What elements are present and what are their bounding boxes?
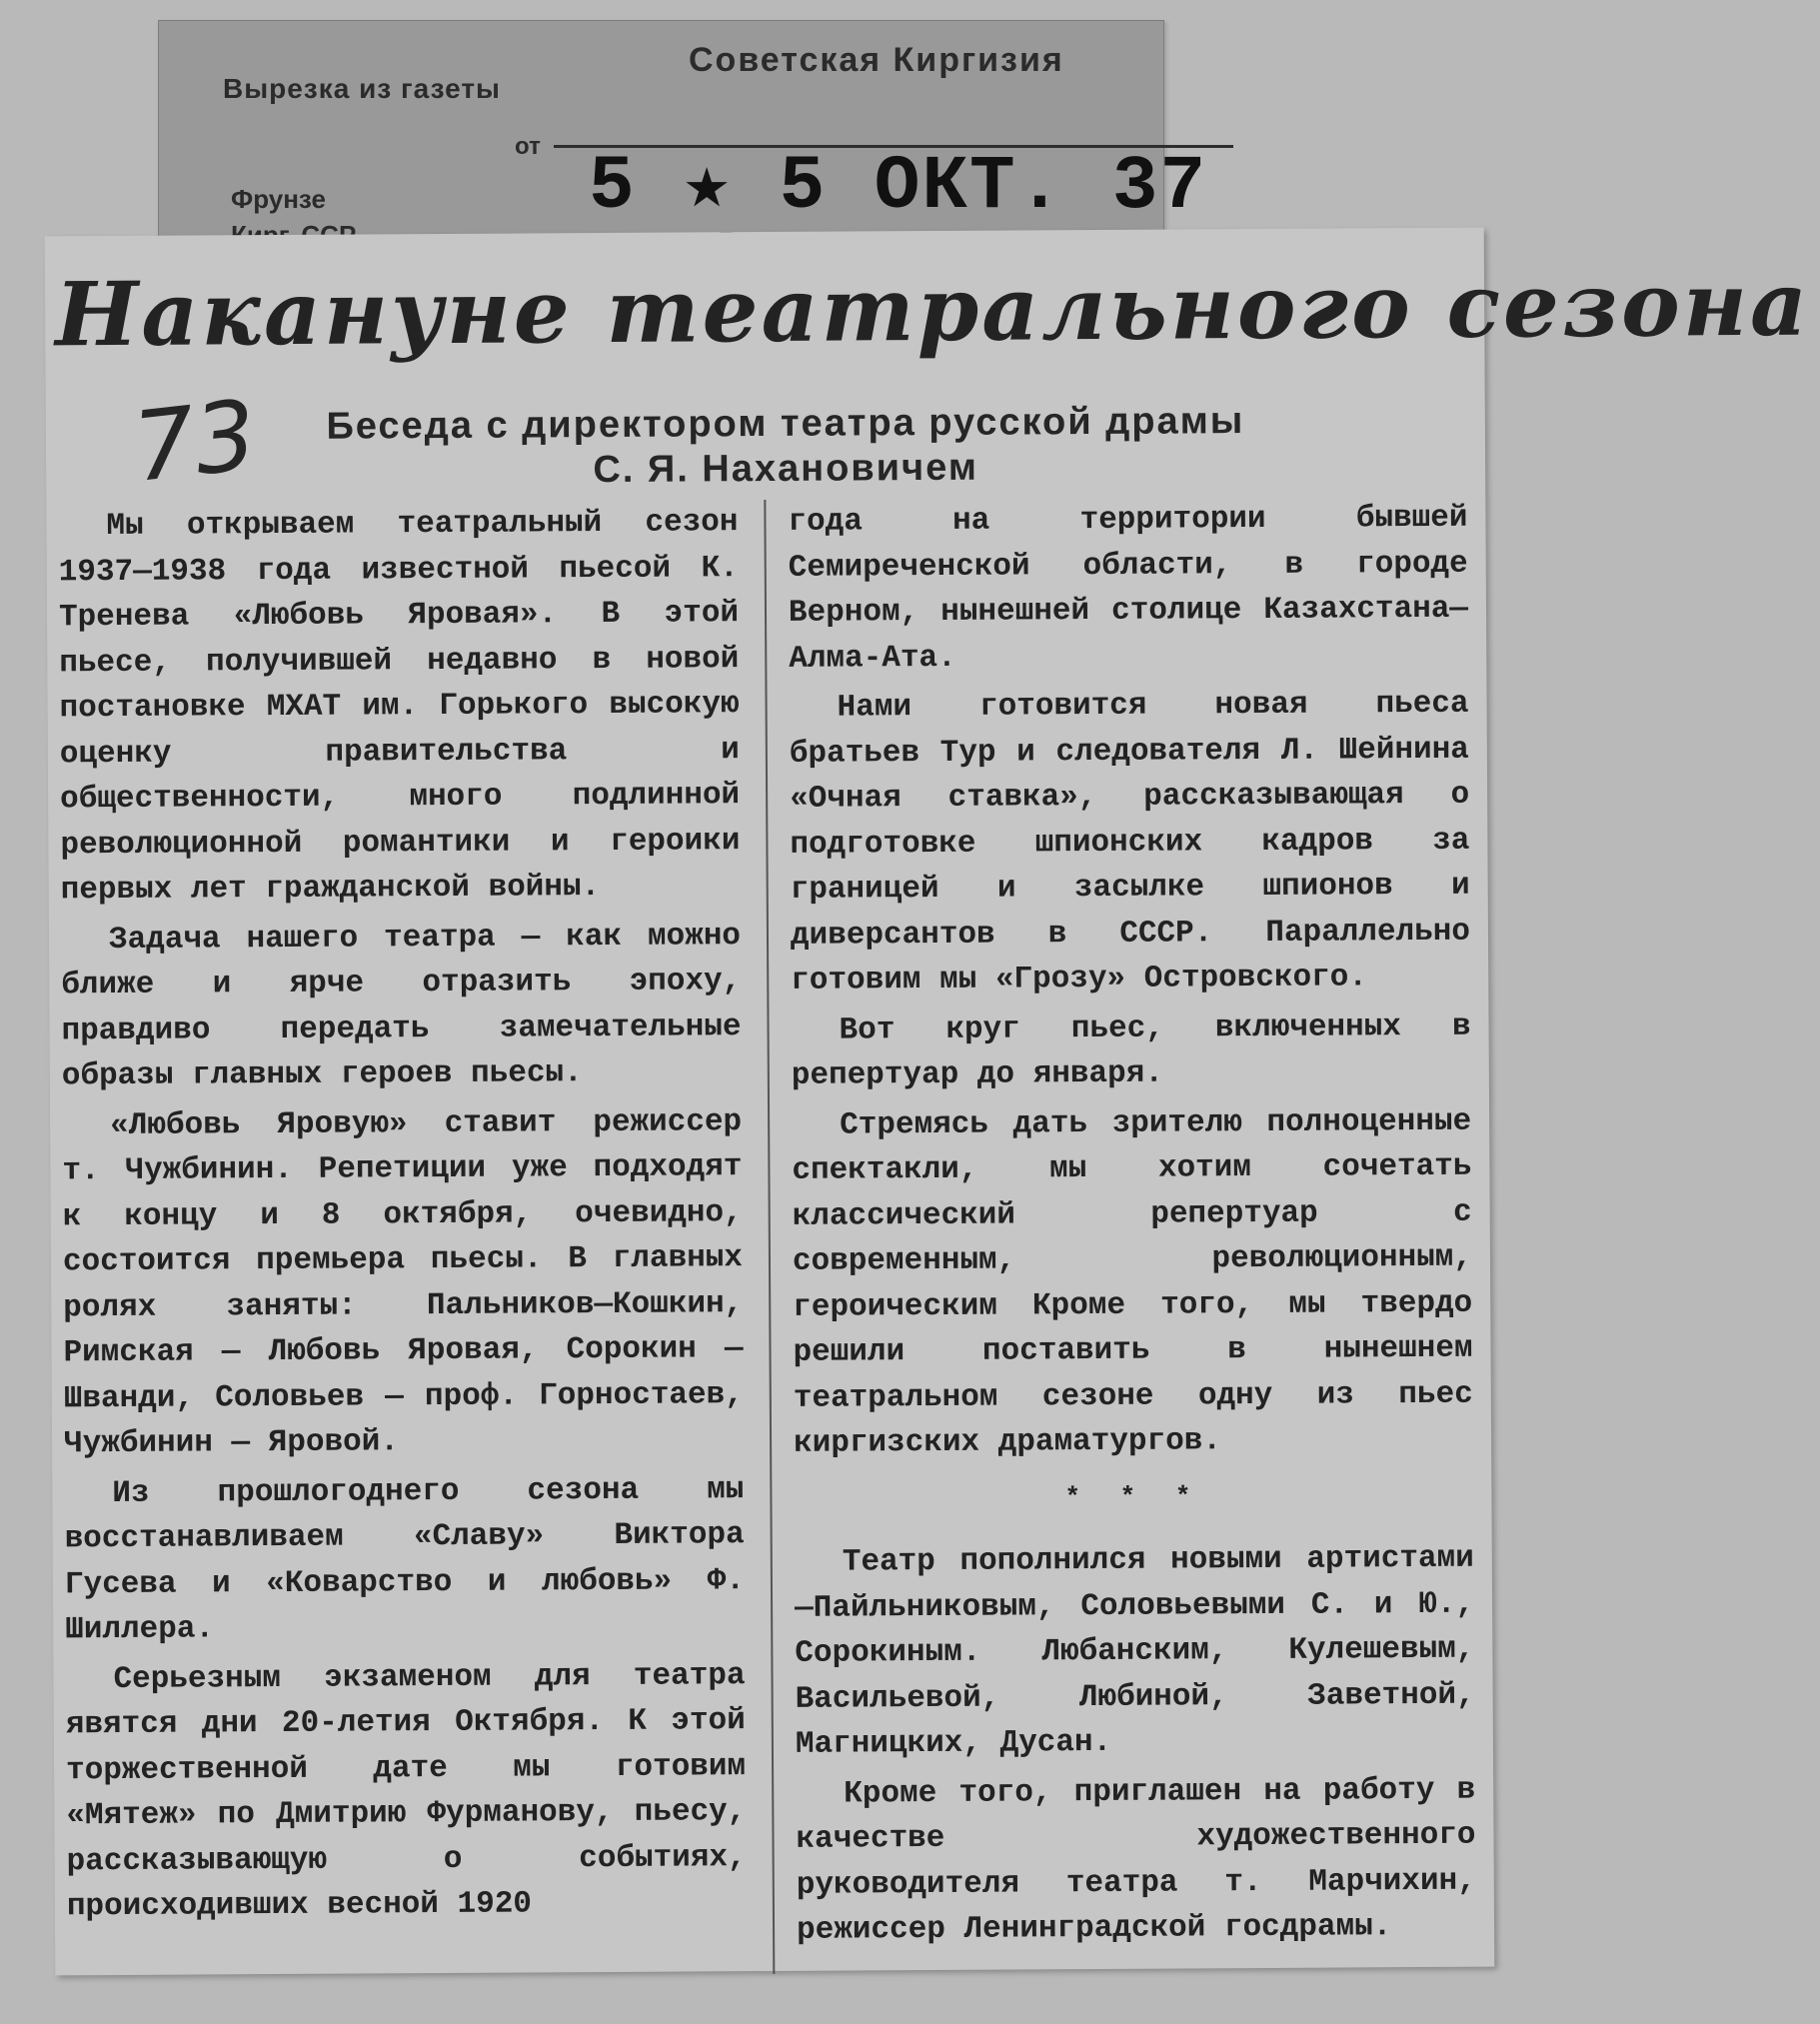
cutting-label-text: Вырезка из газеты (223, 73, 501, 104)
paragraph: Стремясь дать зрителю полноценные спектакли, мы хотим сочетать классический репертуар с современным, революционным, героическим Кроме того, мы твердо решили поставить в нынешнем театральном сезоне одну из пьес киргизских драматургов. (792, 1103, 1473, 1461)
paragraph: Задача нашего театра — как можно ближе и ярче отразить эпоху, правдиво передать замечательные образы главных героев пьесы. (61, 918, 742, 1094)
paragraph: Вот круг пьес, включенных в репертуар до января. (791, 1009, 1471, 1093)
paragraph: Серьезным экзаменом для театра явятся дни 20-летия Октября. К этой торжественной дате мы готовим «Мятеж» по Дмитрию Фурманову, пьесу, рассказывающую о событиях, происходивших весной 1920 (65, 1657, 747, 1925)
article-headline: Накануне театрального сезона (54, 251, 1811, 367)
paragraph: Кроме того, приглашен на работу в качестве художественного руководителя театра т. Марчихин, режиссер Ленинградской госдрамы. (796, 1772, 1476, 1948)
right-column (788, 496, 1476, 1958)
subheading-line-1: Беседа с директором театра русской драмы (326, 400, 1245, 448)
section-separator-stars: * * * (1064, 1480, 1203, 1512)
paragraph: Мы открываем театральный сезон 1937—1938 года известной пьесой К. Тренева «Любовь Яровая». В этой пьесе, получившей недавно в новой постановке МХАТ им. Горького высокую оценку правительства и общественности, много подлинной революционной романтики и героики первых лет гражданской войны. (58, 505, 741, 909)
article-subheading (256, 399, 1316, 495)
paragraph: Театр пополнился новыми артистами—Пайльниковым, Соловьевыми С. и Ю., Сорокиным. Любанским, Кулешевым, Васильевой, Любиной, Заветной, Магницких, Дусан. (794, 1540, 1475, 1762)
from-label: от (515, 133, 541, 160)
city-line-1: Фрунзе (231, 184, 326, 214)
subheading-line-2: С. Я. Нахановичем (593, 446, 979, 492)
paragraph: года на территории бывшей Семиреченской области, в городе Верном, нынешней столице Казахстана—Алма-Ата. (788, 500, 1469, 677)
column-divider (764, 500, 775, 1974)
newspaper-clipping (45, 228, 1811, 1976)
handwritten-number: 73 (128, 379, 262, 504)
paragraph: Нами готовится новая пьеса братьев Тур и следователя Л. Шейнина «Очная ставка», рассказывающая о подготовке шпионских кадров за границей и засылке шпионов и диверсантов в СССР. Параллельно готовим мы «Грозу» Островского. (789, 686, 1471, 999)
paragraph: Из прошлогоднего сезона мы восстанавливаем «Славу» Виктора Гусева и «Коварство и любовь» Ф. Шиллера. (64, 1471, 746, 1648)
date-stamp: 5 ★ 5 ОКТ. 37 (589, 144, 1208, 230)
paragraph: «Любовь Яровую» ставит режиссер т. Чужбинин. Репетиции уже подходят к концу и 8 октября, очевидно, состоится премьера пьесы. В главных ролях заняты: Пальников—Кошкин, Римская — Любовь Яровая, Сорокин — Шванди, Соловьев — проф. Горностаев, Чужбинин — Яровой. (62, 1103, 744, 1462)
left-column (58, 500, 747, 1934)
newspaper-name: Советская Киргизия (689, 41, 1064, 79)
